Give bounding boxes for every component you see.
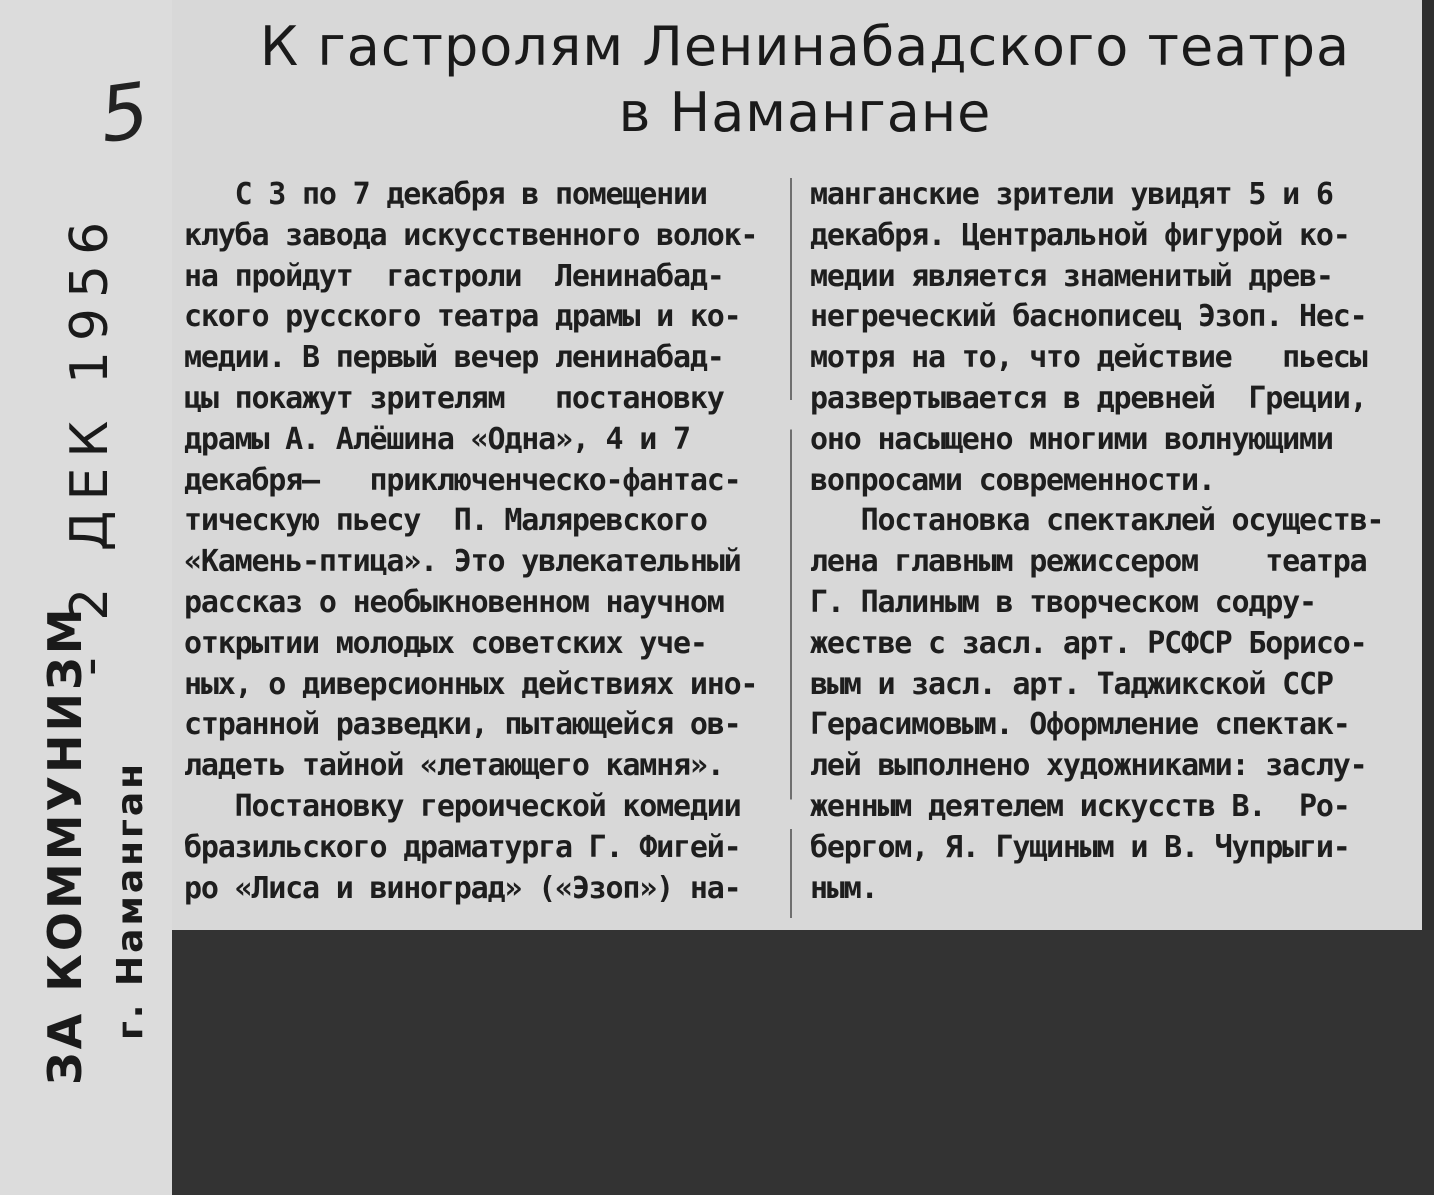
article-line: вым и засл. арт. Таджикской ССР [810, 666, 1333, 702]
article-line: открытии молодых советских уче- [184, 625, 707, 661]
article-line: Постановка спектаклей осуществ- [810, 503, 1384, 539]
newspaper-stamp [12, 0, 172, 1195]
article-line: на пройдут гастроли Ленинабад- [184, 258, 724, 294]
article-line: С 3 по 7 декабря в помещении [184, 177, 707, 212]
article-line: бергом, Я. Гущиным и В. Чупрыги- [810, 829, 1350, 865]
article-line: Постановку героической комедии [184, 788, 741, 824]
article-line: тическую пьесу П. Маляревского [184, 503, 707, 539]
article-line: манганские зрители увидят 5 и 6 [810, 177, 1333, 212]
article-line: медии. В первый вечер ленинабад- [184, 340, 724, 376]
article-line: ского русского театра драмы и ко- [184, 299, 741, 335]
article-line: «Камень-птица». Это увлекательный [184, 544, 741, 580]
article-line: ным. [810, 870, 878, 906]
article-line: цы покажут зрителям постановку [184, 380, 724, 416]
article-left-column [184, 175, 784, 909]
headline-line-1: К гастролям Ленинабадского театра [259, 15, 1351, 78]
article-line: ро «Лиса и виноград» («Эзоп») на- [184, 870, 741, 906]
article-line: ладеть тайной «летающего камня». [184, 748, 724, 784]
article-line: оно насыщено многими волнующими [810, 421, 1333, 457]
column-divider [790, 178, 792, 918]
article-line: лей выполнено художниками: заслу- [810, 748, 1367, 784]
article-line: ных, о диверсионных действиях ино- [184, 666, 758, 702]
newspaper-city: г. Наманган [110, 760, 151, 1040]
article-line: мотря на то, что действие пьесы [810, 340, 1367, 376]
article-line: лена главным режиссером театра [810, 544, 1367, 580]
article-line: декабря— приключенческо-фантас- [184, 462, 741, 498]
handwritten-page-number: 5 [93, 65, 155, 160]
article-line: жестве с засл. арт. РСФСР Борисо- [810, 625, 1367, 661]
article-line: декабря. Центральной фигурой ко- [810, 217, 1350, 253]
article-line: бразильского драматурга Г. Фигей- [184, 829, 741, 865]
dark-background [172, 930, 1434, 1195]
article-line: рассказ о необыкновенном научном [184, 584, 724, 620]
article-line: клуба завода искусственного волок- [184, 217, 758, 253]
newspaper-name: ЗА КОММУНИЗМ [38, 605, 92, 1085]
article-headline [180, 14, 1430, 146]
article-right-column [810, 175, 1420, 909]
article-line: негреческий баснописец Эзоп. Нес- [810, 299, 1367, 335]
article-line: драмы А. Алёшина «Одна», 4 и 7 [184, 421, 690, 457]
article-line: Г. Палиным в творческом содру- [810, 584, 1316, 620]
article-line: Герасимовым. Оформление спектак- [810, 707, 1350, 743]
stamp-date: - 2 ДЕК 1956 [60, 211, 120, 676]
article-line: странной разведки, пытающейся ов- [184, 707, 741, 743]
article-line: медии является знаменитый древ- [810, 258, 1333, 294]
article-line: женным деятелем искусств В. Ро- [810, 788, 1350, 824]
article-line: развертывается в древней Греции, [810, 380, 1367, 416]
headline-line-2: в Намангане [618, 81, 992, 144]
article-line: вопросами современности. [810, 462, 1215, 498]
